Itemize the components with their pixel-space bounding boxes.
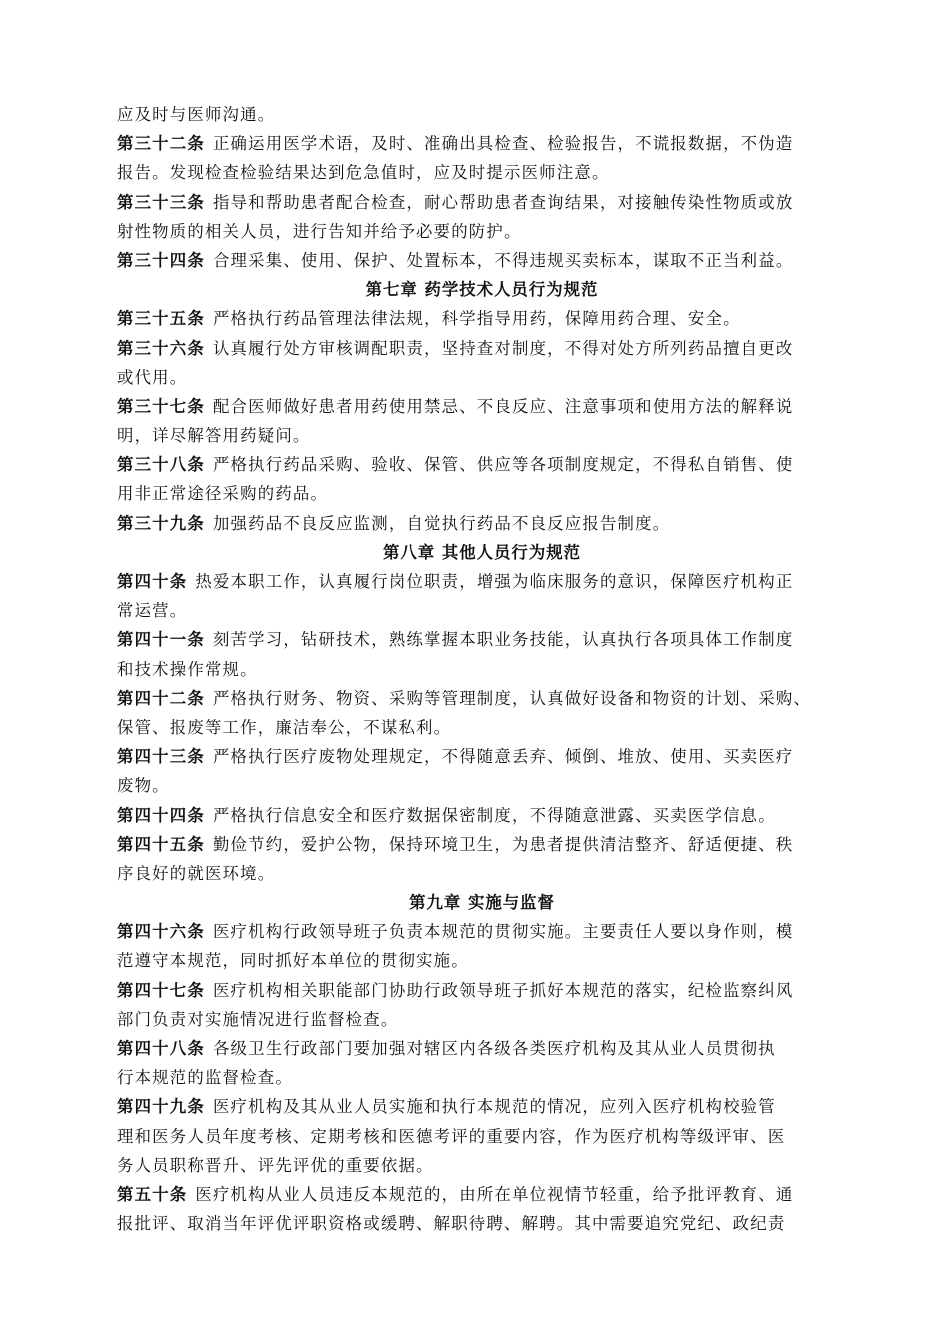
text-line bbox=[117, 830, 847, 859]
line-text: 合理采集、使用、保护、处置标本，不得违规买卖标本，谋取不正当利益。 bbox=[212, 250, 794, 270]
article-paragraph bbox=[117, 188, 847, 246]
line-text: 严格执行药品管理法律法规，科学指导用药，保障用药合理、安全。 bbox=[212, 309, 741, 329]
text-line bbox=[117, 509, 847, 538]
line-text: 行本规范的监督检查。 bbox=[117, 1068, 293, 1088]
article-paragraph bbox=[117, 304, 847, 333]
article-number: 第四十六条 bbox=[117, 922, 205, 942]
text-line bbox=[117, 567, 847, 596]
line-text: 正确运用医学术语，及时、准确出具检查、检验报告，不谎报数据，不伪造 bbox=[212, 134, 794, 154]
article-paragraph bbox=[117, 742, 847, 800]
text-line bbox=[117, 129, 847, 158]
text-line bbox=[117, 1034, 847, 1063]
line-text: 或代用。 bbox=[117, 367, 188, 387]
line-text: 射性物质的相关人员，进行告知并给予必要的防护。 bbox=[117, 221, 522, 241]
line-text: 报告。发现检查检验结果达到危急值时，应及时提示医师注意。 bbox=[117, 163, 610, 183]
text-line bbox=[117, 801, 847, 830]
text-line bbox=[117, 217, 847, 246]
article-paragraph bbox=[117, 976, 847, 1034]
line-text: 各级卫生行政部门要加强对辖区内各级各类医疗机构及其从业人员贯彻执 bbox=[212, 1039, 776, 1058]
article-paragraph bbox=[117, 917, 847, 975]
line-text: 理和医务人员年度考核、定期考核和医德考评的重要内容，作为医疗机构等级评审、医 bbox=[117, 1126, 786, 1146]
text-line bbox=[117, 1063, 847, 1092]
article-number: 第四十四条 bbox=[117, 805, 205, 825]
line-text: 明，详尽解答用药疑问。 bbox=[117, 426, 311, 446]
text-line bbox=[117, 1092, 847, 1121]
article-paragraph bbox=[117, 246, 847, 275]
article-number: 第三十七条 bbox=[117, 396, 205, 416]
chapter-heading: 第九章 实施与监督 bbox=[409, 893, 555, 913]
text-line bbox=[117, 917, 847, 946]
line-text: 严格执行药品采购、验收、保管、供应等各项制度规定，不得私自销售、使 bbox=[212, 455, 794, 475]
text-line bbox=[117, 188, 847, 217]
article-paragraph bbox=[117, 392, 847, 450]
article-number: 第五十条 bbox=[117, 1184, 188, 1204]
text-line bbox=[117, 1151, 847, 1180]
text-line bbox=[117, 1209, 847, 1238]
text-line bbox=[117, 1122, 847, 1151]
line-text: 和技术操作常规。 bbox=[117, 659, 258, 679]
article-paragraph bbox=[117, 450, 847, 508]
article-paragraph bbox=[117, 1180, 847, 1238]
line-text: 用非正常途径采购的药品。 bbox=[117, 484, 329, 504]
text-line bbox=[117, 158, 847, 187]
line-text: 医疗机构及其从业人员实施和执行本规范的情况，应列入医疗机构校验管 bbox=[212, 1097, 776, 1117]
article-paragraph bbox=[117, 334, 847, 392]
article-number: 第四十九条 bbox=[117, 1097, 205, 1117]
text-line bbox=[117, 771, 847, 800]
line-text: 严格执行医疗废物处理规定，不得随意丢弃、倾倒、堆放、使用、买卖医疗 bbox=[212, 747, 794, 767]
line-text: 勤俭节约，爱护公物，保持环境卫生，为患者提供清洁整齐、舒适便捷、秩 bbox=[212, 834, 794, 854]
text-line bbox=[117, 596, 847, 625]
article-paragraph bbox=[117, 509, 847, 538]
line-text: 常运营。 bbox=[117, 601, 188, 621]
text-line bbox=[117, 304, 847, 333]
article-number: 第四十条 bbox=[117, 572, 188, 591]
line-text: 废物。 bbox=[117, 776, 170, 796]
text-line bbox=[117, 625, 847, 654]
line-text: 范遵守本规范，同时抓好本单位的贯彻实施。 bbox=[117, 951, 469, 971]
article-number: 第三十五条 bbox=[117, 309, 205, 329]
text-line bbox=[117, 1005, 847, 1034]
text-line bbox=[117, 450, 847, 479]
article-paragraph bbox=[117, 801, 847, 830]
article-paragraph bbox=[117, 684, 847, 742]
line-text: 报批评、取消当年评优评职资格或缓聘、解职待聘、解聘。其中需要追究党纪、政纪责 bbox=[117, 1214, 786, 1234]
line-text: 保管、报废等工作，廉洁奉公，不谋私利。 bbox=[117, 717, 452, 737]
article-number: 第四十一条 bbox=[117, 630, 205, 650]
text-line bbox=[117, 946, 847, 975]
article-number: 第四十五条 bbox=[117, 834, 205, 854]
article-paragraph bbox=[117, 100, 847, 129]
article-number: 第四十三条 bbox=[117, 747, 205, 767]
text-line bbox=[117, 684, 847, 713]
article-number: 第四十二条 bbox=[117, 688, 205, 708]
line-text: 刻苦学习，钻研技术，熟练掌握本职业务技能，认真执行各项具体工作制度 bbox=[212, 630, 794, 650]
line-text: 加强药品不良反应监测，自觉执行药品不良反应报告制度。 bbox=[212, 513, 671, 533]
article-number: 第三十三条 bbox=[117, 192, 205, 212]
text-line bbox=[117, 859, 847, 888]
article-paragraph bbox=[117, 129, 847, 187]
line-text: 严格执行信息安全和医疗数据保密制度，不得随意泄露、买卖医学信息。 bbox=[212, 805, 776, 825]
line-text: 应及时与医师沟通。 bbox=[117, 105, 276, 124]
article-paragraph bbox=[117, 1034, 847, 1092]
article-paragraph bbox=[117, 625, 847, 683]
text-line bbox=[117, 392, 847, 421]
article-number: 第三十九条 bbox=[117, 513, 205, 533]
line-text: 认真履行处方审核调配职责，坚持查对制度，不得对处方所列药品擅自更改 bbox=[212, 338, 794, 358]
article-number: 第四十七条 bbox=[117, 980, 205, 1000]
article-number: 第三十四条 bbox=[117, 250, 205, 270]
text-line bbox=[117, 479, 847, 508]
text-line bbox=[117, 100, 847, 129]
article-paragraph bbox=[117, 830, 847, 888]
line-text: 医疗机构相关职能部门协助行政领导班子抓好本规范的落实，纪检监察纠风 bbox=[212, 980, 794, 1000]
text-line bbox=[117, 363, 847, 392]
chapter-heading: 第七章 药学技术人员行为规范 bbox=[365, 280, 599, 300]
text-line bbox=[117, 713, 847, 742]
article-number: 第四十八条 bbox=[117, 1039, 205, 1058]
line-text: 务人员职称晋升、评先评优的重要依据。 bbox=[117, 1155, 434, 1175]
line-text: 指导和帮助患者配合检查，耐心帮助患者查询结果，对接触传染性物质或放 bbox=[212, 192, 794, 212]
line-text: 严格执行财务、物资、采购等管理制度，认真做好设备和物资的计划、采购、 bbox=[212, 688, 812, 708]
text-line bbox=[117, 246, 847, 275]
document-page bbox=[117, 100, 847, 1238]
line-text: 医疗机构行政领导班子负责本规范的贯彻实施。主要责任人要以身作则，模 bbox=[212, 922, 794, 942]
text-line bbox=[117, 334, 847, 363]
line-text: 医疗机构从业人员违反本规范的，由所在单位视情节轻重，给予批评教育、通 bbox=[195, 1184, 794, 1204]
chapter-heading: 第八章 其他人员行为规范 bbox=[382, 542, 581, 562]
line-text: 部门负责对实施情况进行监督检查。 bbox=[117, 1009, 399, 1029]
article-paragraph bbox=[117, 567, 847, 625]
text-line bbox=[117, 976, 847, 1005]
line-text: 热爱本职工作，认真履行岗位职责，增强为临床服务的意识，保障医疗机构正 bbox=[195, 572, 794, 591]
text-line bbox=[117, 1180, 847, 1209]
text-line bbox=[117, 655, 847, 684]
text-line bbox=[117, 742, 847, 771]
text-line bbox=[117, 421, 847, 450]
line-text: 配合医师做好患者用药使用禁忌、不良反应、注意事项和使用方法的解释说 bbox=[212, 396, 794, 416]
article-paragraph bbox=[117, 1092, 847, 1180]
article-number: 第三十二条 bbox=[117, 134, 205, 154]
article-number: 第三十八条 bbox=[117, 455, 205, 475]
article-number: 第三十六条 bbox=[117, 338, 205, 358]
line-text: 序良好的就医环境。 bbox=[117, 863, 276, 883]
